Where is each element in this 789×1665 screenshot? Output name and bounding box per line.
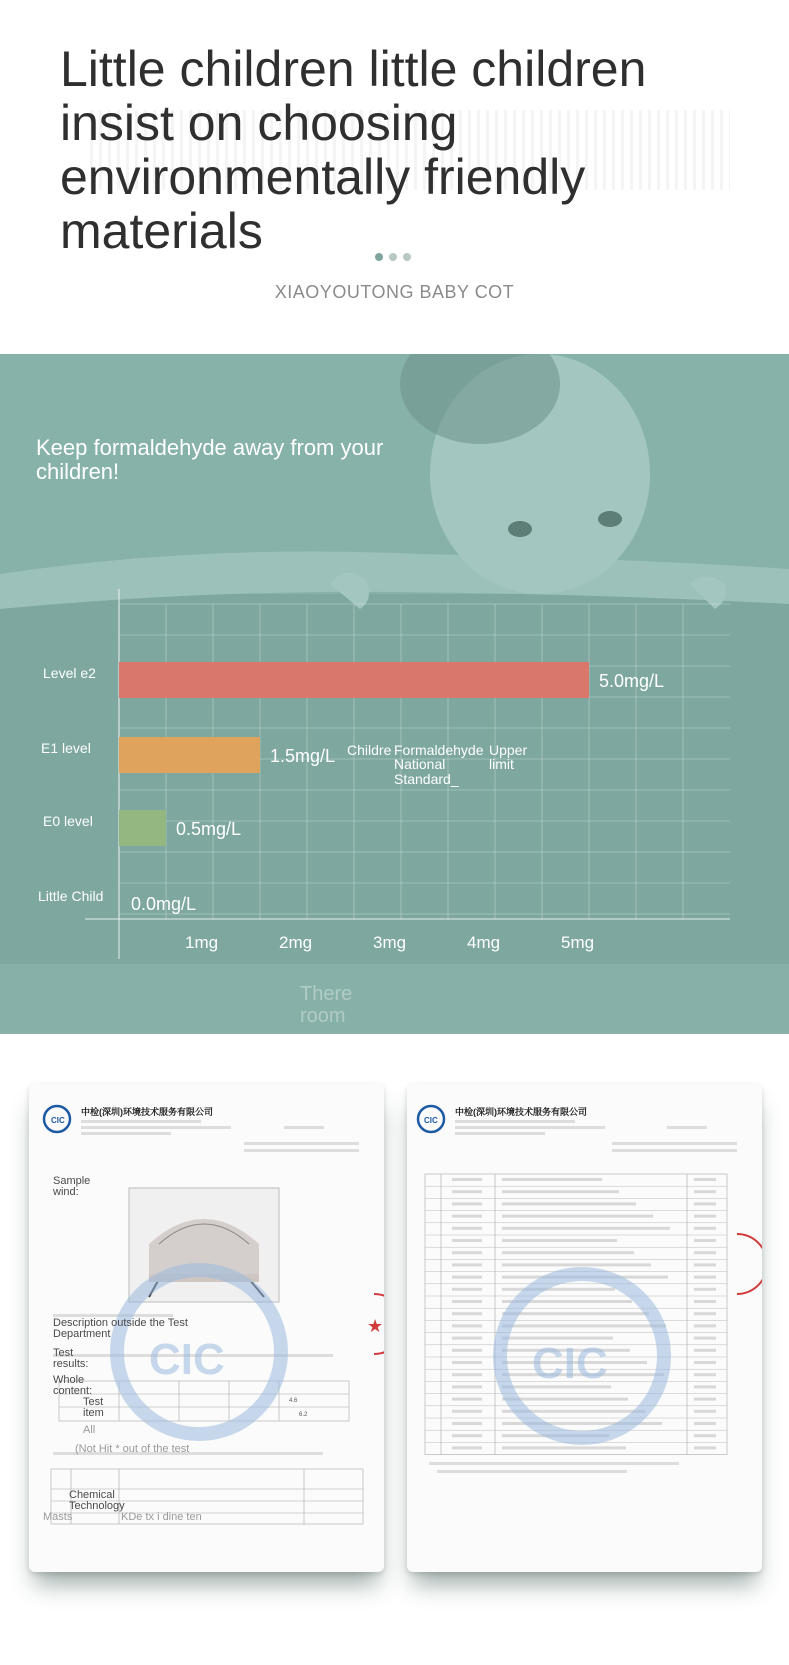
carousel-dots <box>375 253 411 261</box>
label-all: All <box>83 1424 96 1436</box>
value-label: 5.0mg/L <box>599 671 665 691</box>
label-kde: KDe tx i dine ten <box>121 1511 202 1523</box>
chart-note: limit <box>489 756 514 772</box>
value-label: 0.5mg/L <box>176 819 242 839</box>
svg-text:CIC: CIC <box>532 1339 608 1388</box>
ghost-caption: room <box>300 1005 346 1027</box>
category-label: E0 level <box>43 813 93 829</box>
test-report-right <box>407 1084 762 1572</box>
chart-note: Formaldehyde <box>394 742 484 758</box>
test-report-left <box>29 1084 384 1572</box>
formaldehyde-bar-chart <box>0 354 789 1034</box>
chart-tagline: Keep formaldehyde away from your children! <box>36 435 384 484</box>
bar-e1-level <box>119 737 260 773</box>
svg-text:CIC: CIC <box>424 1116 438 1125</box>
value-label: 0.0mg/L <box>131 894 197 914</box>
category-label: Little Child <box>38 888 104 904</box>
svg-text:4.6: 4.6 <box>289 1398 298 1404</box>
label-description: Description outside the Test Department <box>53 1317 188 1340</box>
x-tick-label: 5mg <box>561 933 595 952</box>
category-label: Level e2 <box>43 665 96 681</box>
carousel-dot-1[interactable] <box>375 253 383 261</box>
svg-text:6.2: 6.2 <box>299 1412 308 1418</box>
chart-note: Standard_ <box>394 771 459 787</box>
value-label: 1.5mg/L <box>270 746 336 766</box>
svg-text:★: ★ <box>367 1316 384 1336</box>
test-reports-section <box>0 1034 789 1665</box>
ghost-caption: There <box>300 983 353 1005</box>
formaldehyde-chart-section <box>0 354 789 1034</box>
label-sample: Sample wind: <box>53 1175 91 1198</box>
cic-logo-text: CIC <box>51 1116 65 1125</box>
x-tick-label: 2mg <box>279 933 313 952</box>
label-chemical: Chemical Technology <box>69 1489 125 1512</box>
svg-text:CIC: CIC <box>149 1335 225 1384</box>
chart-note: Upper <box>489 742 528 758</box>
label-test-item: Test item <box>83 1396 104 1419</box>
company-name: 中检(深圳)环境技术服务有限公司 <box>455 1107 587 1117</box>
hero-header <box>0 0 789 354</box>
report-page-right <box>407 1084 762 1572</box>
bar-e0-level <box>119 810 166 846</box>
label-masts: Masts <box>43 1511 73 1523</box>
x-tick-label: 1mg <box>185 933 219 952</box>
carousel-dot-2[interactable] <box>389 253 397 261</box>
page-title: Little children little children insist on choosing environmentally friendly materials <box>60 41 647 259</box>
label-not-hit: (Not Hit * out of the test <box>75 1443 190 1455</box>
compound-table <box>425 1174 727 1455</box>
label-test-results: Test results: <box>53 1347 89 1370</box>
brand-name: XIAOYOUTONG BABY COT <box>274 282 515 302</box>
label-whole-content: Whole content: <box>53 1374 93 1397</box>
carousel-dot-3[interactable] <box>403 253 411 261</box>
chart-note: Childre <box>347 742 392 758</box>
bar-level-e2 <box>119 662 589 698</box>
company-name: 中检(深圳)环境技术服务有限公司 <box>81 1107 213 1117</box>
x-tick-label: 3mg <box>373 933 407 952</box>
x-tick-label: 4mg <box>467 933 501 952</box>
category-label: E1 level <box>41 740 91 756</box>
red-stamp <box>737 1234 762 1294</box>
chart-note: National <box>394 756 446 772</box>
